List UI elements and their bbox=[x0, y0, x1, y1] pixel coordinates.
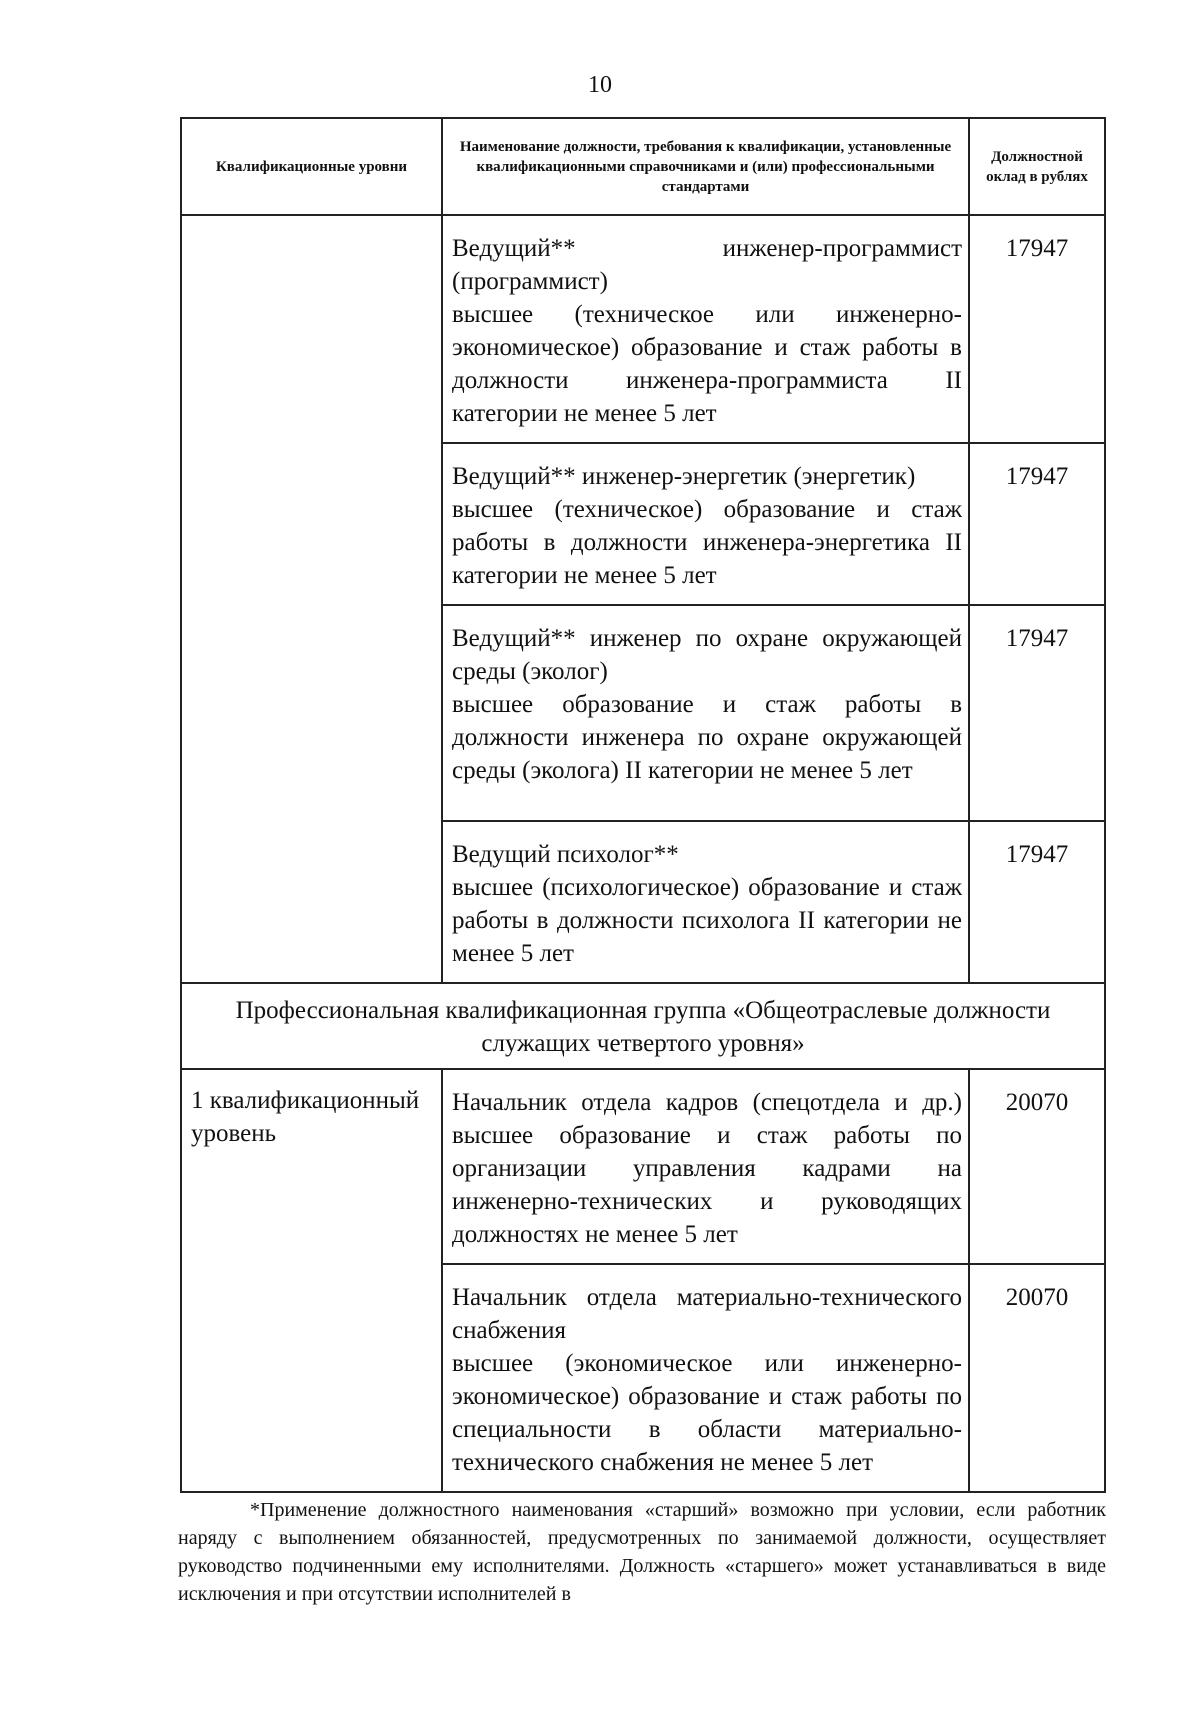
position-title: Ведущий** инженер-программист (программист) bbox=[452, 235, 962, 295]
position-cell bbox=[442, 605, 969, 821]
position-requirements: высшее (экономическое или инженерно-экономическое) образование и стаж работы по специальности в области материально-технического снабжения не менее 5 лет bbox=[452, 1350, 962, 1476]
position-cell bbox=[442, 215, 969, 443]
salary-table bbox=[180, 117, 1106, 1493]
position-cell bbox=[442, 443, 969, 605]
level-cell: 1 квалификационный уровень bbox=[181, 1069, 442, 1492]
position-requirements: высшее (техническое или инженерно-экономическое) образование и стаж работы в должности инженера-программиста II категории не менее 5 лет bbox=[452, 301, 962, 427]
header-salary: Должностной оклад в рублях bbox=[969, 118, 1105, 215]
salary-value: 20070 bbox=[969, 1069, 1105, 1264]
level-cell-empty bbox=[181, 215, 442, 983]
group-heading-row bbox=[181, 983, 1105, 1069]
salary-value: 20070 bbox=[969, 1264, 1105, 1492]
position-cell bbox=[442, 1069, 969, 1264]
position-requirements: высшее образование и стаж работы в должности инженера по охране окружающей среды (эколога) II категории не менее 5 лет bbox=[452, 691, 962, 784]
salary-value: 17947 bbox=[969, 605, 1105, 821]
position-title: Ведущий психолог** bbox=[452, 841, 679, 868]
footnote bbox=[178, 1496, 1106, 1608]
salary-value: 17947 bbox=[969, 821, 1105, 983]
position-requirements: высшее (техническое) образование и стаж работы в должности инженера-энергетика II категории не менее 5 лет bbox=[452, 496, 962, 589]
footnote-text: *Применение должностного наименования «старший» возможно при условии, если работник наряду с выполнением обязанностей, предусмотренных по занимаемой должности, осуществляет руководство подчиненными ему исполнителями. Должность «старшего» может устанавливаться в виде исключения и при отсутствии исполнителей в bbox=[178, 1499, 1106, 1605]
page-number: 10 bbox=[588, 72, 612, 98]
position-cell bbox=[442, 821, 969, 983]
position-title: Начальник отдела материально-технического снабжения bbox=[452, 1284, 962, 1344]
group-heading: Профессиональная квалификационная группа «Общеотраслевые должности служащих четвертого уровня» bbox=[181, 983, 1105, 1069]
header-levels: Квалификационные уровни bbox=[181, 118, 442, 215]
salary-value: 17947 bbox=[969, 443, 1105, 605]
salary-value: 17947 bbox=[969, 215, 1105, 443]
position-requirements: высшее (психологическое) образование и стаж работы в должности психолога II категории не менее 5 лет bbox=[452, 874, 962, 967]
header-position: Наименование должности, требования к квалификации, установленные квалификационными справочниками и (или) профессиональными стандартами bbox=[442, 118, 969, 215]
table-header-row bbox=[181, 118, 1105, 215]
position-title: Ведущий** инженер по охране окружающей среды (эколог) bbox=[452, 625, 962, 685]
position-cell bbox=[442, 1264, 969, 1492]
position-title: Начальник отдела кадров (спецотдела и др.) высшее образование и стаж работы по организации управления кадрами на инженерно-технических и руководящих должностях не менее 5 лет bbox=[452, 1089, 962, 1248]
table-row bbox=[181, 1069, 1105, 1264]
position-title: Ведущий** инженер-энергетик (энергетик) bbox=[452, 463, 916, 490]
table-row bbox=[181, 215, 1105, 443]
